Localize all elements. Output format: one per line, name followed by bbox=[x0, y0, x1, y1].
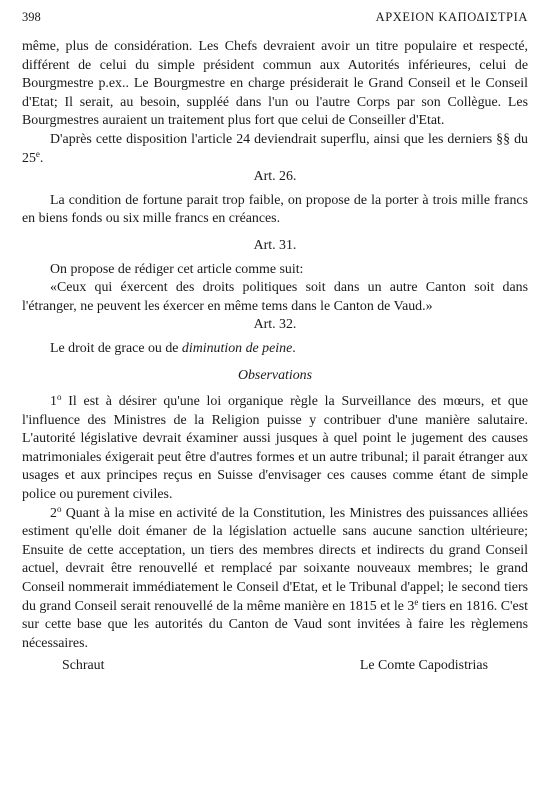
superscript: e bbox=[35, 148, 40, 159]
observation-1 bbox=[22, 393, 528, 505]
observation-2-superscript: e bbox=[414, 596, 419, 607]
paragraph-article-24 bbox=[22, 131, 528, 168]
article-32-text-b: . bbox=[292, 340, 296, 356]
article-26-heading: Art. 26. bbox=[253, 169, 297, 185]
observation-2-text-a: Quant à la mise en activité de la Constitution, les Ministres des puissances alliées estiment qu'elle doit émaner de la législation actuelle sans aucune sanction ultérieure; Ensuite de cette acceptation, un tiers des membres directs et indirects du grand Conseil actuel, devrait être renouvellé et remplacé par soixante nouveaux membres; le grand Conseil nommerait immédiatement le Conseil d'Etat, et le Tribunal d'appel; le second tiers du grand Conseil serait renouvellé de la même manière en 1815 et le 3 bbox=[22, 505, 528, 614]
signature-schraut: Schraut bbox=[62, 658, 105, 674]
page-number: 398 bbox=[22, 10, 41, 24]
body-text bbox=[22, 38, 528, 677]
page-header bbox=[22, 10, 528, 30]
observation-1-ordinal: o bbox=[56, 392, 62, 403]
observations-heading-text: Observations bbox=[237, 367, 313, 383]
signature-line bbox=[22, 657, 528, 677]
article-26-text: La condition de fortune parait trop faible, on propose de la porter à trois mille francs en biens fonds ou six mille francs en créances. bbox=[22, 192, 528, 227]
observations-heading bbox=[22, 367, 528, 386]
running-title: ΑΡΧΕΙΟΝ ΚΑΠΟΔΙΣΤΡΙΑ bbox=[375, 10, 528, 24]
observation-1-number: 1 bbox=[50, 394, 57, 410]
paragraph-end: . bbox=[39, 150, 44, 166]
paragraph-continuation: même, plus de considération. Les Chefs devraient avoir un titre populaire et respecté, différent de celui du simple président commun aux Autorités inférieures, celui de Bourgmestre p.ex.. Le Bourgmestre en charge présiderait le Grand Conseil et le Conseil d'Etat; Il serait, au besoin, suppléé dans l'un ou l'autre Corps par son Collègue. Les Bourgmestres auraient un traitement plus fort que celui de Conseiller d'Etat. bbox=[22, 39, 528, 129]
observation-2-ordinal: o bbox=[56, 503, 62, 514]
article-31-intro: On propose de rédiger cet article comme suit: bbox=[50, 261, 304, 277]
article-32-heading: Art. 32. bbox=[253, 317, 297, 333]
observation-2-text-b: tiers en 1816. C'est sur cette base que les autorités du Canton de Vaud sont invitées à faire les règlemens nécessaires. bbox=[22, 598, 528, 651]
article-32-text bbox=[22, 340, 528, 359]
observation-2 bbox=[22, 505, 528, 654]
observation-1-text: Il est à désirer qu'une loi organique règle la Surveillance des mœurs, et que l'influence des Ministres de la Religion puisse y contribuer d'une manière salutaire. L'autorité législative devrait éxaminer aussi jusques à quel point le jugement des causes matrimoniales éxigerait peut être d'autres formes et un autre tribunal; il parait étranger aux usages et aux principes reçus en Suisse d'envisager ces causes comme étant de simple police ou purement civiles. bbox=[22, 394, 528, 503]
article-31-heading: Art. 31. bbox=[253, 237, 297, 253]
paragraph-text: D'après cette disposition l'article 24 deviendrait superflu, ainsi que les derniers §§ du 25 bbox=[22, 131, 528, 166]
observation-2-number: 2 bbox=[50, 505, 57, 521]
article-32-emphasis: diminution de peine bbox=[181, 340, 293, 356]
signature-capodistrias: Le Comte Capodistrias bbox=[359, 658, 488, 674]
article-31-quote: «Ceux qui éxercent des droits politiques soit dans un autre Canton soit dans l'étranger, ne peuvent les éxercer en même tems dans le Canton de Vaud.» bbox=[22, 280, 528, 314]
article-32-text-a: Le droit de grace ou de bbox=[50, 340, 182, 356]
